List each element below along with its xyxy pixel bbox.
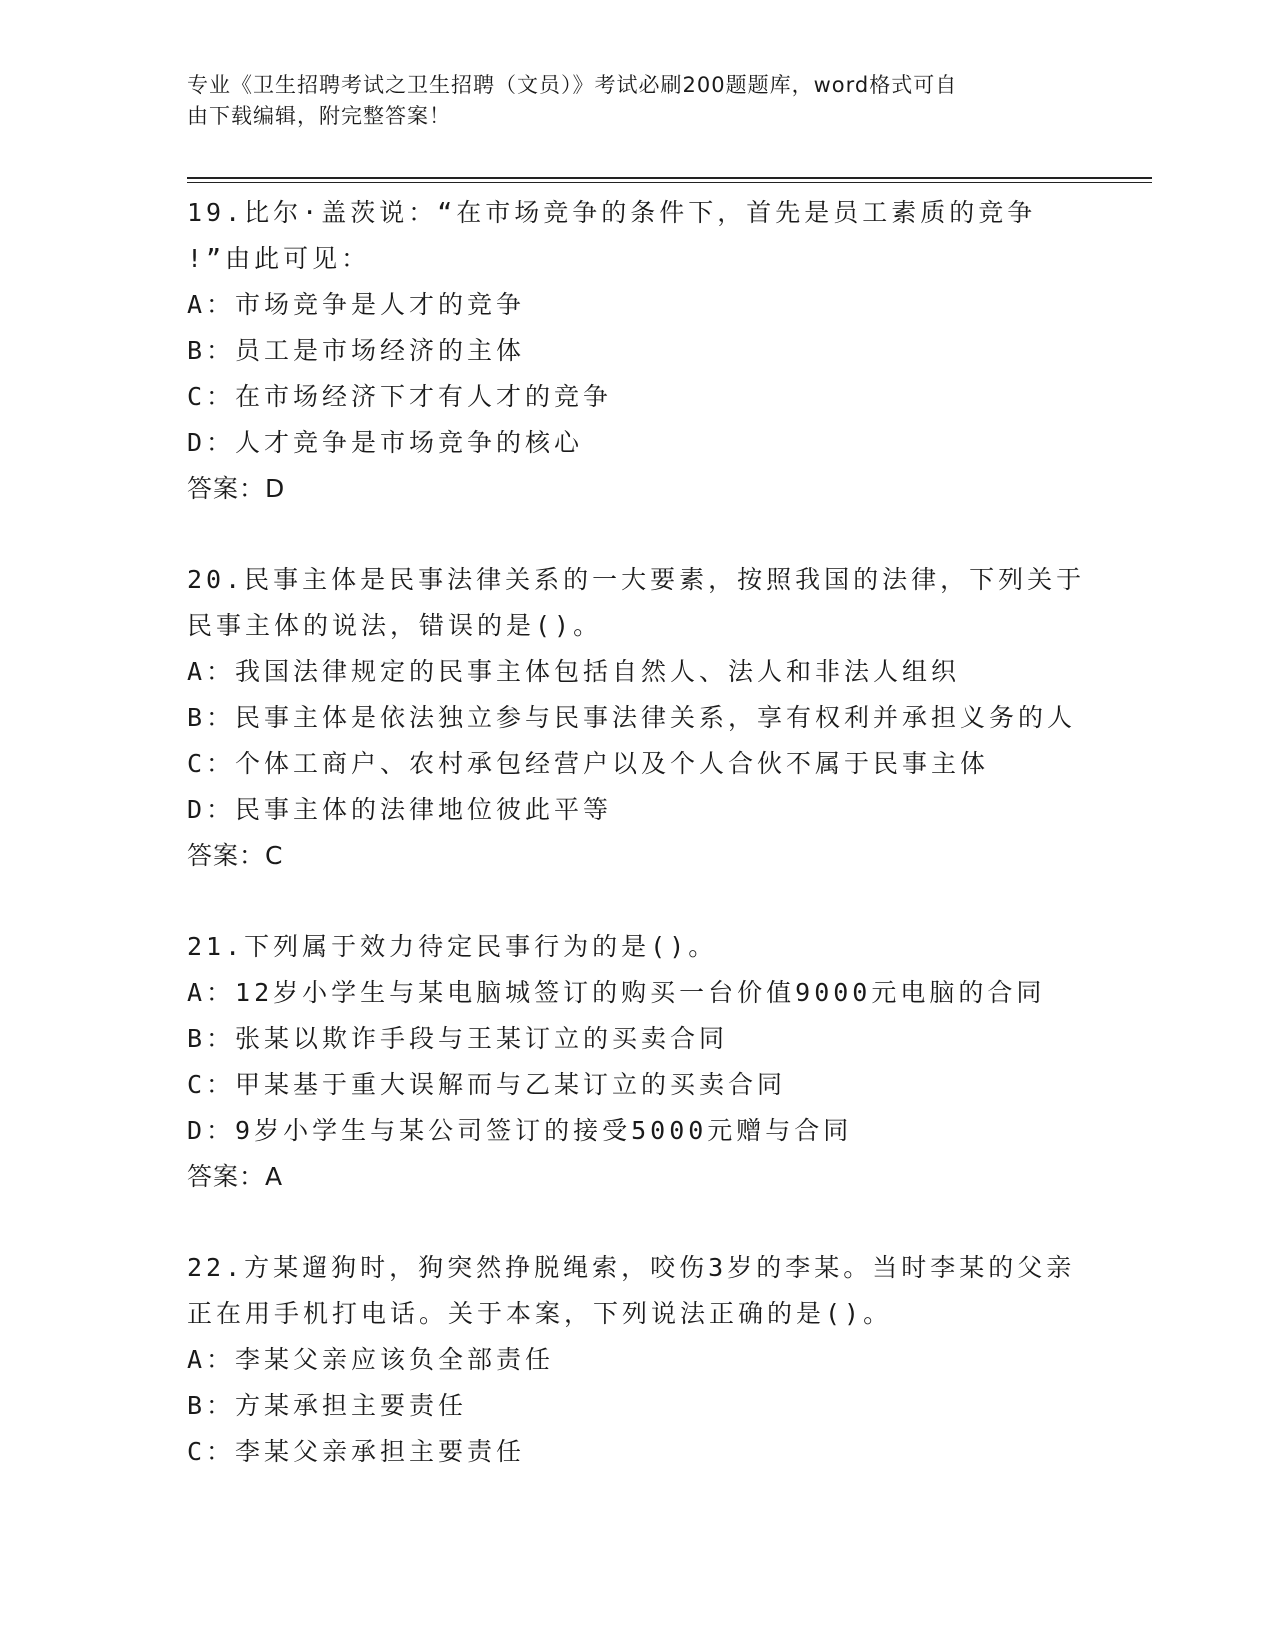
header-divider-thin xyxy=(187,182,1152,183)
question-stem-line: 21.下列属于效力待定民事行为的是()。 xyxy=(187,932,718,961)
header-line-1: 专业《卫生招聘考试之卫生招聘（文员）》考试必刷200题题库，word格式可自 xyxy=(187,73,958,97)
option-a: A：12岁小学生与某电脑城签订的购买一台价值9000元电脑的合同 xyxy=(187,978,1046,1007)
option-b: B：方某承担主要责任 xyxy=(187,1391,468,1420)
option-b: B：张某以欺诈手段与王某订立的买卖合同 xyxy=(187,1024,729,1053)
option-a: A：李某父亲应该负全部责任 xyxy=(187,1345,555,1374)
question-22 xyxy=(187,1245,1087,1475)
answer-line: 答案：D xyxy=(187,474,286,503)
option-b: B：员工是市场经济的主体 xyxy=(187,336,526,365)
option-d: D：民事主体的法律地位彼此平等 xyxy=(187,795,613,824)
header-line-2: 由下载编辑，附完整答案！ xyxy=(187,104,451,128)
option-a: A：我国法律规定的民事主体包括自然人、法人和非法人组织 xyxy=(187,657,961,686)
question-21 xyxy=(187,924,1087,1200)
option-b: B：民事主体是依法独立参与民事法律关系，享有权利并承担义务的人 xyxy=(187,703,1077,732)
option-a: A：市场竞争是人才的竞争 xyxy=(187,290,526,319)
question-spacer xyxy=(187,1200,1087,1245)
option-c: C：李某父亲承担主要责任 xyxy=(187,1437,526,1466)
question-stem-line: 19.比尔·盖茨说：“在市场竞争的条件下，首先是员工素质的竞争 xyxy=(187,198,1037,227)
option-c: C：甲某基于重大误解而与乙某订立的买卖合同 xyxy=(187,1070,787,1099)
option-c: C：在市场经济下才有人才的竞争 xyxy=(187,382,613,411)
header-divider-thick xyxy=(187,177,1152,179)
question-stem-line: 20.民事主体是民事法律关系的一大要素，按照我国的法律，下列关于 xyxy=(187,565,1086,594)
document-header xyxy=(187,70,1087,132)
option-c: C：个体工商户、农村承包经营户以及个人合伙不属于民事主体 xyxy=(187,749,990,778)
question-list xyxy=(187,190,1087,1475)
question-stem-line: !”由此可见： xyxy=(187,244,371,273)
option-d: D：9岁小学生与某公司签订的接受5000元赠与合同 xyxy=(187,1116,853,1145)
answer-line: 答案：A xyxy=(187,1162,284,1191)
question-spacer xyxy=(187,879,1087,924)
question-stem-line: 正在用手机打电话。关于本案，下列说法正确的是()。 xyxy=(187,1299,893,1328)
question-19 xyxy=(187,190,1087,512)
question-stem-line: 22.方某遛狗时，狗突然挣脱绳索，咬伤3岁的李某。当时李某的父亲 xyxy=(187,1253,1076,1282)
answer-line: 答案：C xyxy=(187,841,284,870)
question-stem-line: 民事主体的说法，错误的是()。 xyxy=(187,611,603,640)
question-spacer xyxy=(187,512,1087,557)
option-d: D：人才竞争是市场竞争的核心 xyxy=(187,428,584,457)
question-20 xyxy=(187,557,1087,879)
